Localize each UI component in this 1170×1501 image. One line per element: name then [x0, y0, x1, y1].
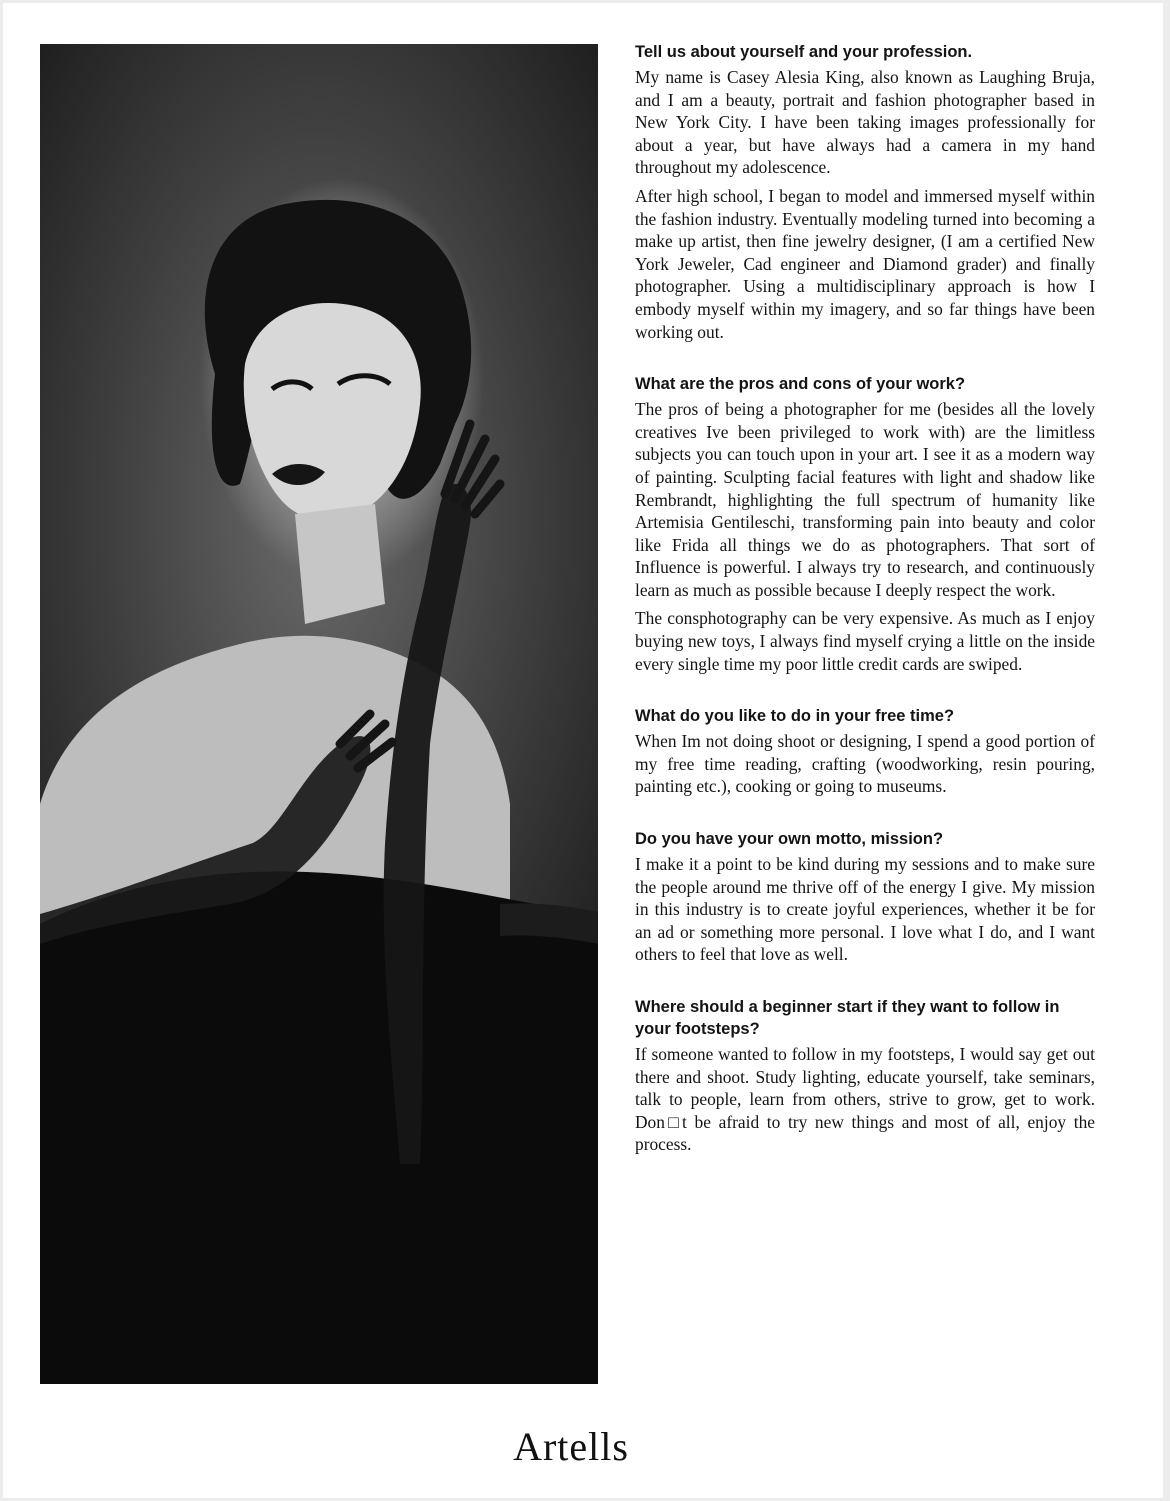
- qa-section: [635, 828, 1095, 966]
- answer-paragraph: If someone wanted to follow in my footsteps, I would say get out there and shoot. Study lighting, educate yourself, take seminars, talk to people, learn from others, strive to grow, get to work. Don□t be afraid to try new things and most of all, enjoy the process.: [635, 1044, 1095, 1155]
- section-spacer: [635, 681, 1095, 705]
- question-heading: Tell us about yourself and your profession.: [635, 43, 973, 61]
- section-spacer: [635, 349, 1095, 373]
- qa-section: [635, 705, 1095, 798]
- portrait-photo: [40, 44, 598, 1384]
- magazine-page: [3, 3, 1163, 1498]
- magazine-logo: Artells: [513, 1424, 629, 1469]
- qa-section: [635, 996, 1095, 1156]
- qa-section: [635, 373, 1095, 675]
- answer-paragraph: When Im not doing shoot or designing, I spend a good portion of my free time reading, crafting (woodworking, resin pouring, painting etc.), cooking or going to museums.: [635, 731, 1095, 797]
- interview-article: [635, 41, 1095, 1162]
- portrait-illustration: [40, 44, 598, 1384]
- answer-paragraph: After high school, I began to model and immersed myself within the fashion industry. Eventually modeling turned into becoming a make up artist, then fine jewelry designer, (I am a certified New York Jeweler, Cad engineer and Diamond grader) and finally photographer. Using a multidisciplinary approach is how I embody myself within my imagery, and so far things have been working out.: [635, 185, 1095, 342]
- qa-section: [635, 41, 1095, 343]
- question-heading: Do you have your own motto, mission?: [635, 830, 944, 849]
- question-heading: What do you like to do in your free time?: [635, 707, 955, 726]
- answer-paragraph: The pros of being a photographer for me (besides all the lovely creatives Ive been privileged to work with) are the limitless subjects you can touch upon in your art. I see it as a modern way of painting. Sculpting facial features with light and shadow like Rembrandt, highlighting the full spectrum of humanity like Artemisia Gentileschi, transforming pain into beauty and color like Frida all things we do as photographers. That sort of Influence is powerful. I always try to research, and continuously learn as much as possible because I deeply respect the work.: [635, 399, 1095, 600]
- question-heading: What are the pros and cons of your work?: [635, 375, 966, 394]
- answer-paragraph: I make it a point to be kind during my sessions and to make sure the people around me thrive off of the energy I give. My mission in this industry is to create joyful experiences, whether it be for an ad or something more personal. I love what I do, and I want others to feel that love as well.: [635, 854, 1095, 965]
- section-spacer: [635, 804, 1095, 828]
- answer-paragraph: My name is Casey Alesia King, also known as Laughing Bruja, and I am a beauty, portrait and fashion photographer based in New York City. I have been taking images professionally for about a year, but have always had a camera in my hand throughout my adolescence.: [635, 67, 1095, 178]
- section-spacer: [635, 972, 1095, 996]
- answer-paragraph: The consphotography can be very expensive. As much as I enjoy buying new toys, I always find myself crying a little on the inside every single time my poor little credit cards are swiped.: [635, 608, 1095, 674]
- question-heading: Where should a beginner start if they want to follow in your footsteps?: [635, 998, 1060, 1038]
